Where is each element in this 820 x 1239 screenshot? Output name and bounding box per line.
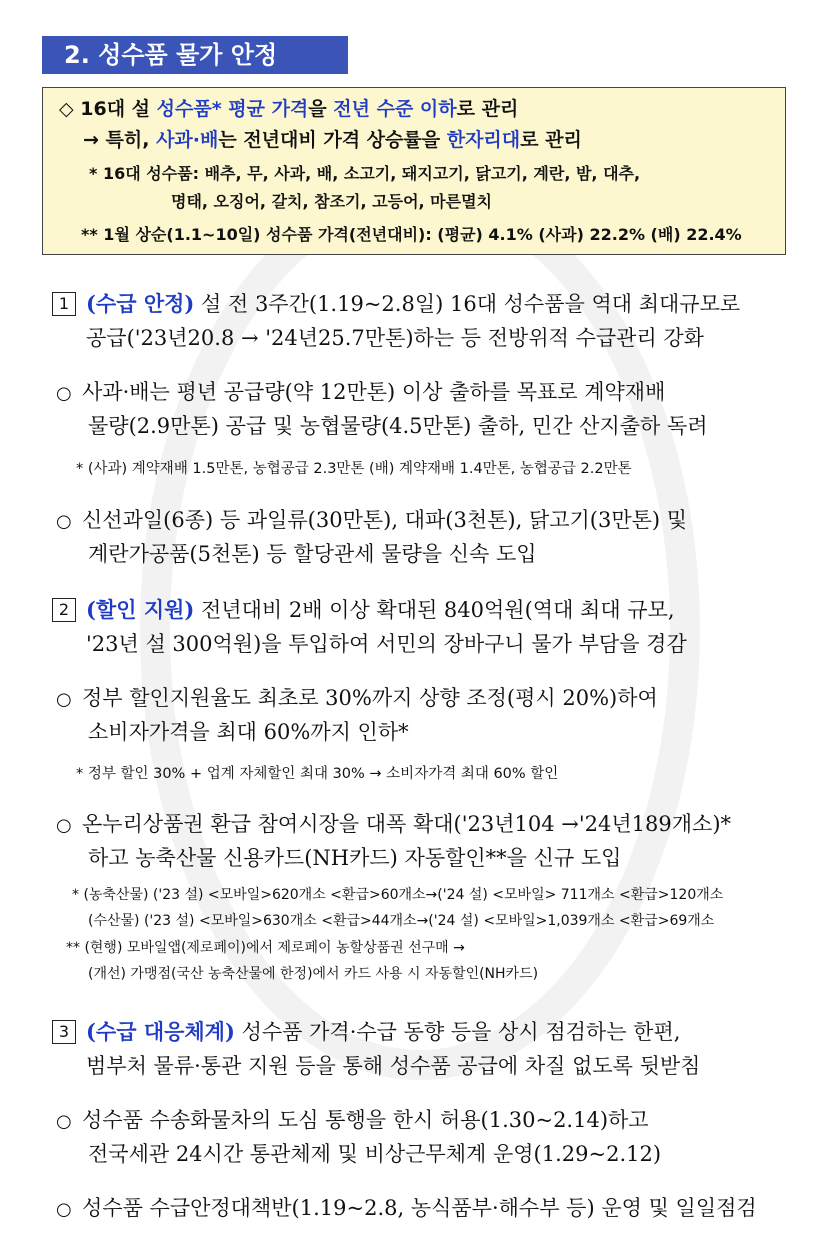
summary-line-2: → 특히, 사과·배는 전년대비 가격 상승률을 한자리대로 관리 — [83, 129, 582, 151]
summary-line-1: ◇ 16대 설 성수품* 평균 가격을 전년 수준 이하로 관리 — [59, 98, 519, 120]
s1-bullet-2-b: 계란가공품(5천톤) 등 할당관세 물량을 신속 도입 — [88, 542, 537, 566]
section-title: 2. 성수품 물가 안정 — [42, 36, 348, 74]
s1-bullet-2-a: ○ 신선과일(6종) 등 과일류(30만톤), 대파(3천톤), 닭고기(3만톤) 및 — [56, 508, 688, 532]
s1-bullet-1-a: ○ 사과·배는 평년 공급량(약 12만톤) 이상 출하를 목표로 계약재배 — [56, 380, 666, 404]
section-1-line-1: 1 (수급 안정) 설 전 3주간(1.19~2.8일) 16대 성수품을 역대 최대규모로 — [52, 288, 740, 318]
section-1-number: 1 — [52, 292, 76, 316]
section-3-line-1: 3 (수급 대응체계) 성수품 가격·수급 동향 등을 상시 점검하는 한편, — [52, 1016, 680, 1046]
section-3-number: 3 — [52, 1020, 76, 1044]
section-2-line-1: 2 (할인 지원) 전년대비 2배 이상 확대된 840억원(역대 최대 규모, — [52, 594, 675, 624]
s3-bullet-2-a: ○ 성수품 수급안정대책반(1.19~2.8, 농식품부·해수부 등) 운영 및 일일점검 — [56, 1196, 757, 1220]
section-2-line-2: '23년 설 300억원)을 투입하여 서민의 장바구니 물가 부담을 경감 — [86, 632, 687, 656]
summary-box — [42, 87, 786, 255]
s2-bullet-2-b: 하고 농축산물 신용카드(NH카드) 자동할인**을 신규 도입 — [88, 846, 622, 870]
summary-note-items: * 16대 성수품: 배추, 무, 사과, 배, 소고기, 돼지고기, 닭고기, 계란, 밤, 대추, — [89, 164, 641, 183]
s1-bullet-1-note: * (사과) 계약재배 1.5만톤, 농협공급 2.3만톤 (배) 계약재배 1.4만톤, 농협공급 2.2만톤 — [76, 461, 632, 477]
s3-bullet-1-a: ○ 성수품 수송화물차의 도심 통행을 한시 허용(1.30~2.14)하고 — [56, 1108, 649, 1132]
s2-note-1: * (농축산물) ('23 설) <모바일>620개소 <환급>60개소→('24 설) <모바일> 711개소 <환급>120개소 — [72, 887, 724, 903]
summary-note-items-cont: 명태, 오징어, 갈치, 참조기, 고등어, 마른멸치 — [171, 192, 492, 211]
s2-bullet-1-b: 소비자가격을 최대 60%까지 인하* — [88, 720, 409, 744]
s2-bullet-1-note: * 정부 할인 30% + 업계 자체할인 최대 30% → 소비자가격 최대 60% 할인 — [76, 766, 559, 782]
s2-note-2: (수산물) ('23 설) <모바일>630개소 <환급>44개소→('24 설) <모바일>1,039개소 <환급>69개소 — [88, 913, 715, 929]
summary-note-price: ** 1월 상순(1.1~10일) 성수품 가격(전년대비): (평균) 4.1% (사과) 22.2% (배) 22.4% — [81, 225, 742, 244]
section-2-number: 2 — [52, 598, 76, 622]
s2-note-4: (개선) 가맹점(국산 농축산물에 한정)에서 카드 사용 시 자동할인(NH카드) — [88, 966, 539, 982]
section-3-line-2: 범부처 물류·통관 지원 등을 통해 성수품 공급에 차질 없도록 뒷받침 — [86, 1054, 701, 1078]
s2-bullet-2-a: ○ 온누리상품권 환급 참여시장을 대폭 확대('23년104 →'24년189개소)* — [56, 812, 732, 836]
section-1-line-2: 공급('23년20.8 → '24년25.7만톤)하는 등 전방위적 수급관리 강화 — [86, 326, 704, 350]
s2-note-3: ** (현행) 모바일앱(제로페이)에서 제로페이 농할상품권 선구매 → — [66, 940, 465, 956]
s2-bullet-1-a: ○ 정부 할인지원율도 최초로 30%까지 상향 조정(평시 20%)하여 — [56, 686, 658, 710]
diamond-bullet: ◇ — [59, 98, 74, 120]
s1-bullet-1-b: 물량(2.9만톤) 공급 및 농협물량(4.5만톤) 출하, 민간 산지출하 독려 — [88, 414, 708, 438]
s3-bullet-1-b: 전국세관 24시간 통관체제 및 비상근무체계 운영(1.29~2.12) — [88, 1142, 662, 1166]
